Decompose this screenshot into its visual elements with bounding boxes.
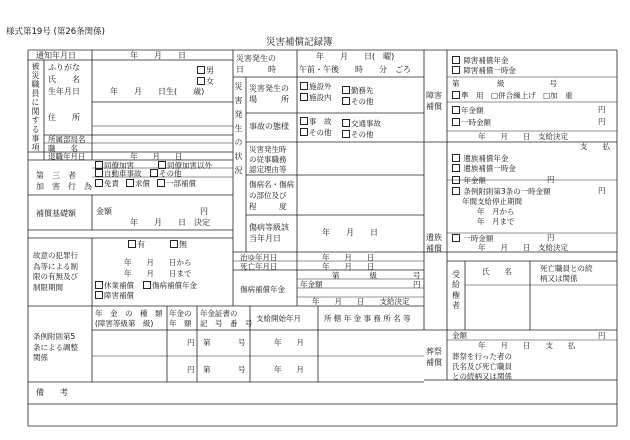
death-date-label: 死亡年月日	[240, 262, 278, 271]
disability-pension-option[interactable]: 障害補償年金	[452, 56, 508, 65]
retire-date-value[interactable]: 年 月 日	[130, 152, 183, 161]
misconduct-yes[interactable]: 有	[128, 240, 145, 249]
misconduct-to[interactable]: 年 月 日まで	[124, 269, 192, 278]
injury-part-label: 傷病名・傷病 の部位及び 程 度	[249, 180, 294, 211]
category-other[interactable]: その他	[300, 128, 332, 137]
category-label: 事故の態様	[249, 122, 289, 131]
survivor-stop-period[interactable]: 年間支給停止期間 年 月から 年 月まで	[462, 197, 522, 226]
category-accident[interactable]: 事 故	[300, 117, 332, 126]
recipient-amount-yen: 円	[598, 331, 606, 340]
adjust-label: 条例附則第5 条による調整 関係	[33, 332, 78, 362]
page-title: 災害補償記録簿	[266, 37, 333, 48]
adjust-dai-1: 第	[203, 338, 211, 347]
disability-apply-options[interactable]: 準 用 □併合繰上げ □加 重	[452, 91, 573, 100]
survivor-lump-option[interactable]: 遺族補償一時金	[452, 164, 516, 173]
address-label: 住 所	[48, 113, 80, 122]
victim-section-label: 被災職員に関する事項	[31, 62, 40, 152]
survivor-lump-note-yen: 円	[598, 186, 606, 195]
funeral-person-text: 葬祭を行った者の 氏名及び死亡職員 との続柄又は関係	[452, 352, 512, 381]
survivor-annual-yen: 円	[547, 175, 555, 184]
notify-date-value[interactable]: 年 月 日	[130, 51, 186, 60]
grade-date-label: 傷病等級該 当年月日	[249, 223, 289, 244]
occur-place-inside[interactable]: 施設内	[300, 93, 332, 102]
recipient-label: 受 給 権 者	[452, 270, 460, 311]
occur-place-commute[interactable]: 勤務先	[342, 86, 374, 95]
notify-date-label: 通知年月日	[36, 51, 76, 60]
disability-label: 障害 補償	[426, 91, 442, 112]
third-party-option-3[interactable]: 自動車事故	[95, 169, 142, 178]
third-party-option-1[interactable]: 同僚加害	[95, 161, 134, 170]
third-party-option-5[interactable]: 免責	[95, 179, 119, 188]
dob-label: 生年月日	[48, 87, 80, 96]
disability-lump-option[interactable]: 障害補償一時金	[452, 66, 516, 75]
form-number: 様式第19号 (第26条関係)	[6, 27, 105, 37]
grade-date-value[interactable]: 年 月 日	[322, 228, 378, 237]
recipient-name-header: 氏 名	[482, 267, 512, 276]
base-pay-label: 補償基礎額	[36, 209, 76, 218]
adjust-col-start: 支給開始年月	[256, 314, 301, 323]
occur-place-outside[interactable]: 施設外	[300, 82, 332, 91]
misconduct-label: 故意の犯罪行 為等による制 限の有無及び 制限期間	[33, 251, 78, 292]
survivor-pension-option[interactable]: 遺族補償年金	[452, 154, 508, 163]
third-party-label: 第 三 者 加 害 行 為	[36, 171, 92, 192]
recipient-relation-header: 死亡職員との続 柄又は関係	[540, 264, 593, 283]
recipient-amount-label: 金額	[452, 331, 467, 340]
adjust-col-type: 年 金 の 種 類 (障害等級第 級)	[95, 309, 163, 328]
adjust-yen-2: 円	[187, 365, 195, 374]
survivor-decided[interactable]: 年 月 日 支給決定	[478, 243, 568, 252]
adjust-ym-1[interactable]: 年 月	[274, 338, 304, 347]
misconduct-injury[interactable]: 傷病補償年金	[143, 281, 197, 290]
misconduct-from[interactable]: 年 月 日から	[124, 258, 192, 267]
third-party-option-2[interactable]: 同僚加害以外	[158, 161, 212, 170]
occur-place-label: 災害発生の 場 所	[249, 84, 289, 105]
survivor-annual-amount[interactable]: 年金額	[452, 176, 486, 185]
base-pay-amount-label: 金額	[96, 207, 112, 216]
occur-date-value[interactable]: 年 月 日( 曜)	[316, 52, 395, 61]
disaster-status-label: 災害発生の状況	[234, 82, 243, 180]
misconduct-disability[interactable]: 障害補償	[95, 291, 134, 300]
adjust-col-cert: 年金証書の 記 号 番 号	[200, 309, 253, 328]
adjust-yen-1: 円	[187, 338, 195, 347]
pension-grade: 第 級	[332, 271, 377, 280]
position-label: 職 名	[48, 144, 78, 153]
duty-reason-label: 災害発生時 の従事職務 認定理由等	[249, 145, 287, 175]
cure-date-value[interactable]: 年 月 日	[322, 253, 375, 262]
category-traffic[interactable]: 交通事故	[342, 119, 381, 128]
disability-annual-amount[interactable]: 年金額	[452, 106, 484, 115]
adjust-dai-2: 第	[203, 365, 211, 374]
third-party-option-6[interactable]: 求償	[126, 179, 150, 188]
pension-amount-label: 年金額	[300, 280, 323, 289]
adjust-go-2: 号	[238, 365, 246, 374]
furigana-label: ふりがな	[48, 63, 80, 72]
occur-time-value[interactable]: 午前・午後 時 分 ごろ	[299, 65, 411, 74]
name-label: 氏 名	[48, 75, 80, 84]
cure-date-label: 治ゆ年月日	[240, 253, 278, 262]
pension-decided[interactable]: 年 月 日 支給決定	[312, 297, 410, 306]
funeral-decided[interactable]: 年 月 日 支 払	[478, 341, 576, 350]
misconduct-no[interactable]: 無	[170, 240, 187, 249]
third-party-option-7[interactable]: 一部補償	[157, 179, 196, 188]
adjust-ym-2[interactable]: 年 月	[274, 365, 304, 374]
survivor-label: 遺族 補償	[426, 233, 442, 254]
survivor-lump-note[interactable]: 条例附則第3条の一時金額	[452, 187, 551, 196]
misconduct-leave[interactable]: 休業補償	[95, 281, 134, 290]
adjust-col-office: 所 轄 年 金 事 務 所 名 等	[324, 314, 411, 323]
remarks-label: 備 考	[36, 388, 68, 397]
pension-go: 号	[413, 271, 421, 280]
category-other-2[interactable]: その他	[342, 130, 374, 139]
third-party-option-4[interactable]: その他	[150, 169, 182, 178]
occur-place-other[interactable]: その他	[342, 97, 374, 106]
disability-decided[interactable]: 年 月 日 支給決定	[478, 132, 568, 141]
base-pay-yen: 円	[200, 207, 208, 216]
pension-yen: 円	[413, 280, 421, 289]
male-option[interactable]: 男	[197, 66, 214, 75]
department-label: 所属部局名	[48, 135, 86, 144]
disability-lump-amount[interactable]: 一時金額	[452, 118, 491, 127]
adjust-col-annual: 年金の 年 額	[169, 309, 192, 328]
survivor-lump-amount[interactable]: 一時金額	[452, 234, 493, 243]
retire-date-label: 退職年月日	[48, 152, 86, 161]
base-pay-decided[interactable]: 年 月 日 決定	[130, 218, 210, 227]
adjust-go-1: 号	[238, 338, 246, 347]
pension-label: 傷病補償年金	[240, 285, 285, 294]
female-option[interactable]: 女	[197, 77, 214, 86]
death-date-value[interactable]: 年 月 日	[322, 262, 375, 271]
disability-annual-yen: 円	[598, 105, 606, 114]
disability-grade: 第 級 号	[452, 79, 557, 88]
disability-lump-yen: 円	[598, 117, 606, 126]
dob-value[interactable]: 年 月 日生( 歳)	[110, 87, 205, 96]
survivor-lump-yen: 円	[547, 233, 555, 242]
funeral-label: 葬祭 補償	[426, 347, 442, 368]
occur-datetime-label: 災害発生の 日 時	[236, 54, 276, 75]
disability-paid[interactable]: 支 払	[580, 142, 610, 151]
